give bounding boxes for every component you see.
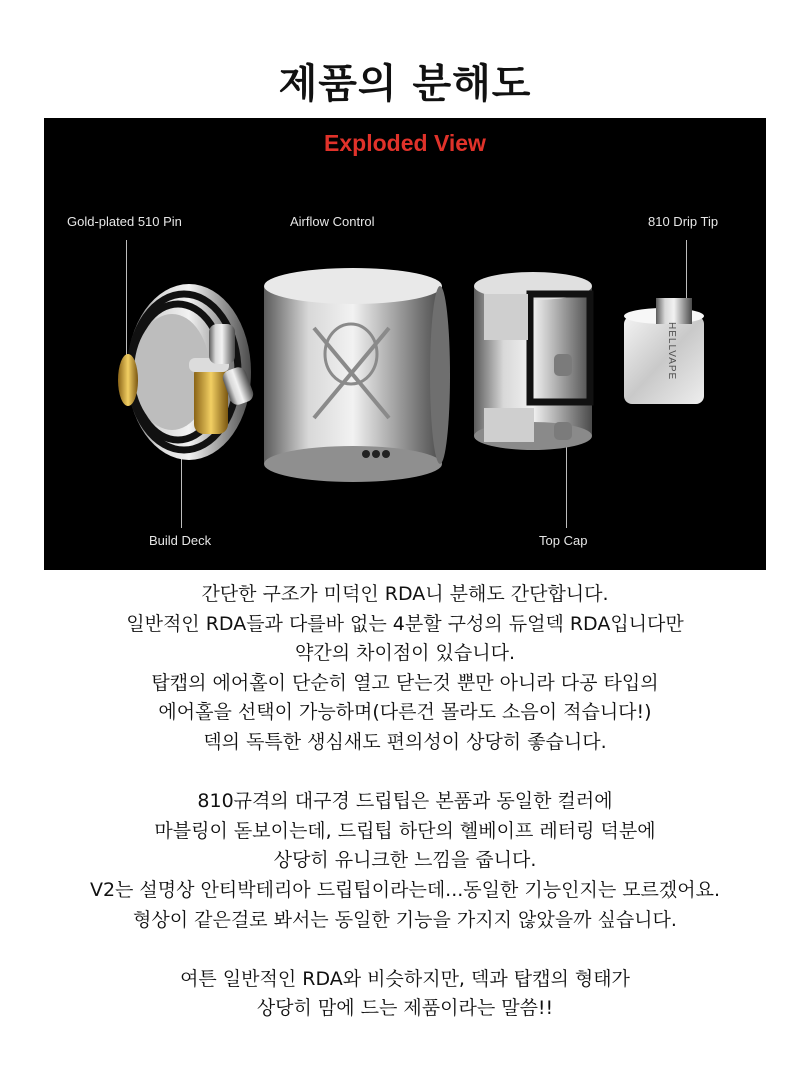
top-cap-part	[474, 272, 592, 450]
description-line: 일반적인 RDA들과 다를바 없는 4분할 구성의 듀얼덱 RDA입니다만	[126, 612, 684, 635]
callout-drip-tip: 810 Drip Tip	[648, 214, 719, 229]
description-line: 간단한 구조가 미덕인 RDA니 분해도 간단합니다.	[201, 583, 609, 605]
callout-gold-pin: Gold-plated 510 Pin	[67, 214, 182, 229]
build-deck-part	[118, 284, 255, 460]
description-paragraph-3	[0, 965, 810, 1024]
description-line: 마블링이 돋보이는데, 드립팁 하단의 헬베이프 레터링 덕분에	[154, 819, 656, 842]
airflow-control-part	[264, 268, 450, 482]
description-line: 형상이 같은걸로 봐서는 동일한 기능을 가지지 않았을까 싶습니다.	[133, 908, 677, 931]
description-line: 810규격의 대구경 드립팁은 본품과 동일한 컬러에	[197, 790, 613, 813]
description-paragraph-2	[0, 787, 810, 935]
description-paragraph-1	[0, 580, 810, 758]
description-line: 상당히 맘에 드는 제품이라는 말씀!!	[256, 997, 554, 1020]
callout-airflow-control: Airflow Control	[290, 214, 375, 229]
description-line: 약간의 차이점이 있습니다.	[294, 642, 515, 665]
exploded-view-image	[44, 118, 766, 570]
description-line: V2는 설명상 안티박테리아 드립팁이라는데...동일한 기능인지는 모르겠어요.	[89, 878, 721, 901]
description-text	[0, 580, 810, 1054]
description-line: 여튼 일반적인 RDA와 비슷하지만, 덱과 탑캡의 형태가	[180, 967, 630, 990]
exploded-view-heading: Exploded View	[324, 130, 486, 156]
callout-top-cap: Top Cap	[539, 533, 588, 548]
description-line: 상당히 유니크한 느낌을 줍니다.	[273, 849, 537, 872]
description-line: 탑캡의 에어홀이 단순히 열고 닫는것 뿐만 아니라 다공 타입의	[151, 671, 659, 694]
description-line: 에어홀을 선택이 가능하며(다른건 몰라도 소음이 적습니다!)	[158, 701, 652, 724]
description-line: 덱의 독특한 생심새도 편의성이 상당히 좋습니다.	[203, 730, 607, 753]
callout-build-deck: Build Deck	[149, 533, 212, 548]
atomizer-parts-illustration	[44, 118, 766, 570]
drip-tip-lettering: HELLVAPE	[666, 322, 677, 381]
page-title: 제품의 분해도	[278, 61, 532, 107]
drip-tip-part	[624, 298, 704, 404]
